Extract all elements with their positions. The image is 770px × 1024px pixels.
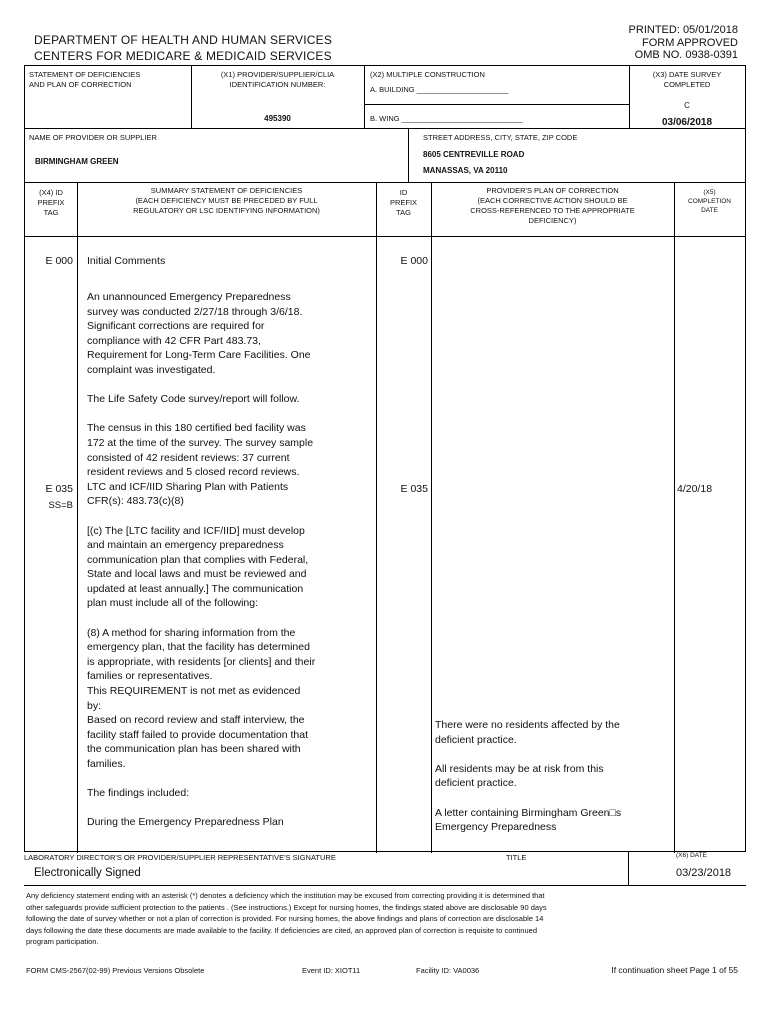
provider-name-label: NAME OF PROVIDER OR SUPPLIER xyxy=(29,133,157,142)
signature-label: LABORATORY DIRECTOR'S OR PROVIDER/SUPPLIER REPRESENTATIVE'S SIGNATURE xyxy=(24,853,336,862)
survey-date-label: (X3) DATE SURVEY COMPLETED xyxy=(652,70,722,89)
col-completion-date: (X5) COMPLETION DATE xyxy=(688,189,731,214)
form-id: FORM CMS-2567(02-99) Previous Versions Obsolete xyxy=(26,966,205,975)
address-label: STREET ADDRESS, CITY, STATE, ZIP CODE xyxy=(423,133,578,142)
event-id: Event ID: XIOT11 xyxy=(302,966,361,975)
tag-e000: E 000 xyxy=(45,255,73,267)
statement-label: STATEMENT OF DEFICIENCIES AND PLAN OF CORRECTION xyxy=(29,70,141,89)
department-header xyxy=(34,32,332,64)
form-approval-block xyxy=(629,24,738,62)
signature-date-label: (X6) DATE xyxy=(676,852,707,859)
signature-row xyxy=(24,852,746,886)
wing-field: B. WING _____________________________ xyxy=(370,114,523,123)
initial-comments-heading: Initial Comments xyxy=(87,255,166,267)
form-approved-label: FORM APPROVED xyxy=(642,36,738,49)
plan-of-correction-text: There were no residents affected by the deficient practice. All residents may be at risk from this deficient practice. A letter containing Birmingham Green□s Emergency Preparedness xyxy=(435,719,622,834)
title-label: TITLE xyxy=(506,853,527,862)
scope-severity: SS=B xyxy=(48,500,73,511)
deficiency-form xyxy=(24,65,746,852)
printed-date: PRINTED: 05/01/2018 xyxy=(628,24,738,36)
agency-name: CENTERS FOR MEDICARE & MEDICAID SERVICES xyxy=(34,49,332,63)
col-id-prefix-tag: ID PREFIX TAG xyxy=(389,188,418,217)
building-field: A. BUILDING ______________________ xyxy=(370,85,509,94)
col-plan-of-correction: PROVIDER'S PLAN OF CORRECTION (EACH CORRECTIVE ACTION SHOULD BE CROSS-REFERENCED TO THE APPROPRIATE DEFICIENCY) xyxy=(470,186,635,225)
provider-id-value: 495390 xyxy=(264,114,291,123)
continuation-page: If continuation sheet Page 1 of 55 xyxy=(611,965,738,975)
tag-e035-right: E 035 xyxy=(400,483,428,495)
col-x4-prefix-tag: (X4) ID PREFIX TAG xyxy=(37,188,65,217)
completion-date-value: 4/20/18 xyxy=(677,483,713,495)
signature-value: Electronically Signed xyxy=(34,867,141,879)
tag-e035: E 035 xyxy=(45,483,73,495)
tag-e000-right: E 000 xyxy=(400,255,428,267)
address-street: 8605 CENTREVILLE ROAD xyxy=(423,150,525,159)
address-city: MANASSAS, VA 20110 xyxy=(423,166,508,175)
signature-date: 03/23/2018 xyxy=(676,867,732,879)
summary-statement-text: An unannounced Emergency Preparedness survey was conducted 2/27/18 through 3/6/18. Significant corrections are required for compliance with 42 CFR Part 483.73, Requirement for Long-Term Care Facilities. One complaint was investigated. The Life Safety Code survey/report will follow. The census in this 180 certified bed facility was 172 at the time of the survey. The survey sample consisted of 42 resident reviews: 37 current resident reviews and 5 closed record reviews. LTC and ICF/IID Sharing Plan with Patients CFR(s): 483.73(c)(8) [(c) The [LTC facility and ICF/IID] must develop and maintain an emergency preparedness communication plan that complies with Federal, State and local laws and must be reviewed and updated at least annually.] The communication plan must include all of the following: (8) A method for sharing information from the emergency plan, that the facility has determined is appropriate, with residents [or clients] and their families or representatives. This REQUIREMENT is not met as evidenced by: Based on record review and staff interview, the facility staff failed to provide documentation that the communication plan has been shared with families. The findings included: During the Emergency Preparedness Plan xyxy=(87,291,316,829)
col-summary-statement: SUMMARY STATEMENT OF DEFICIENCIES (EACH DEFICIENCY MUST BE PRECEDED BY FULL REGULATORY OR LSC IDENTIFYING INFORMATION) xyxy=(133,186,320,215)
multiple-construction-label: (X2) MULTIPLE CONSTRUCTION xyxy=(370,70,485,79)
provider-name: BIRMINGHAM GREEN xyxy=(35,157,119,166)
survey-code: C xyxy=(684,101,690,110)
provider-id-label: (X1) PROVIDER/SUPPLIER/CLIA IDENTIFICATION NUMBER: xyxy=(220,70,335,89)
survey-completed-date: 03/06/2018 xyxy=(661,117,713,128)
disclaimer-text: Any deficiency statement ending with an asterisk (*) denotes a deficiency which the institution may be excused from correcting providing it is determined that other safeguards provide sufficient protection to the patients . (See instructions.) Except for nursing homes, the findings stated above are disclosable 90 days following the date of survey whether or not a plan of correction is provided. For nursing homes, the above findings and plans of correction are disclosable 14 days following the date these documents are made available to the facility. If deficiencies are cited, an approved plan of correction is requisite to continued program participation. xyxy=(26,891,547,946)
facility-id: Facility ID: VA0036 xyxy=(416,966,480,975)
department-name: DEPARTMENT OF HEALTH AND HUMAN SERVICES xyxy=(34,33,333,47)
omb-number: OMB NO. 0938-0391 xyxy=(634,49,738,61)
